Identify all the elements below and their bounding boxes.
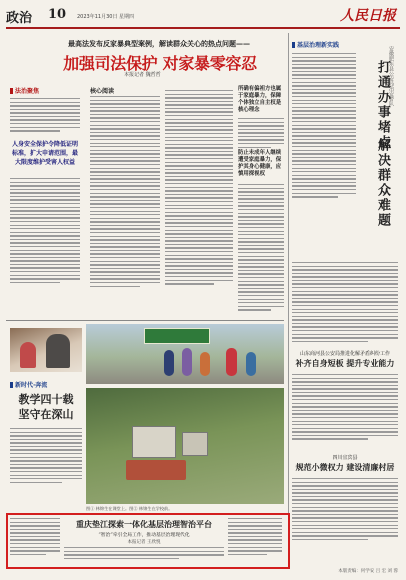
issue-date: 2023年11月30日 星期四 (77, 14, 135, 20)
bottom-text-mid (64, 547, 224, 561)
newspaper-logo: 人民日报 (340, 8, 396, 24)
classroom-photo (10, 328, 82, 372)
tag-marker (10, 382, 13, 388)
bottom-article-title[interactable]: 重庆垫江探索一体化基层治理智治平台 (76, 519, 212, 529)
page-footer: 本版责编：何学安 吕 宏 刘 蓉 (338, 569, 398, 574)
playground (126, 460, 186, 480)
col3-text-block (165, 90, 233, 287)
feature-tag (10, 380, 47, 389)
col4-subhead-2: 防止未成年人继续遭受家庭暴力，保护其身心健康，应慎用探视权 (238, 150, 282, 177)
feature-text (10, 428, 82, 485)
col4-subhead-1: 所确有偏袒方也属于家庭暴力，保障个体独立自主权是核心理念 (238, 86, 282, 113)
legal-focus-tag (10, 86, 39, 95)
bottom-article-byline: 本报记者 王欣悦 (127, 540, 161, 545)
column-divider (288, 33, 289, 543)
panel-mid-title[interactable] (292, 358, 398, 369)
col4-text-block-2 (238, 184, 284, 313)
page-masthead (6, 5, 400, 29)
lead-kicker: 最高法发布反家暴典型案例，解读群众关心的热点问题—— (68, 39, 250, 48)
school-banner (144, 328, 210, 344)
col4-text-block-1 (238, 118, 284, 150)
bottom-text-right (228, 518, 282, 557)
feature-divider (6, 320, 284, 321)
page-number: 10 (48, 7, 67, 22)
panel-bottom-kicker: 四川宜宾县 (332, 455, 358, 461)
section-name: 政治 (6, 11, 33, 26)
panel-mid-text-2 (292, 374, 398, 442)
panel-mid-text (292, 262, 398, 344)
bottom-article-kicker: “智治”牵引全局工作，推动基层治理现代化 (98, 533, 190, 538)
child-figure (226, 348, 237, 376)
left-text-block-2 (10, 178, 80, 285)
panel-mid-title-b: 提升专业能力 (346, 358, 395, 368)
lead-byline: 本报记者 魏哲哲 (124, 72, 161, 78)
tag-marker (10, 88, 13, 94)
child-figure (182, 348, 192, 376)
tag-marker (292, 42, 295, 48)
panel-bottom-title[interactable]: 规范小微权力 建设清廉村居 (295, 462, 395, 472)
panel-side-note: 安徽肥东县公安局治安警队 (388, 46, 394, 106)
feature-title-b: 坚守在深山 (18, 408, 74, 421)
feature-title[interactable] (10, 392, 82, 422)
mid-text-block (90, 96, 160, 289)
panel-mid-title-a: 补齐自身短板 (295, 358, 344, 368)
core-reading-head: 核心阅读 (90, 88, 115, 95)
child-figure (20, 342, 36, 368)
panel-mid-kicker: 山东商河县公安局推进化解矛盾纠纷工作 (299, 351, 390, 357)
child-figure (200, 352, 210, 376)
teacher-figure (46, 334, 70, 368)
governance-tag-label: 基层治理新实践 (297, 42, 340, 49)
child-figure (246, 352, 256, 376)
governance-tag (292, 40, 339, 49)
schoolyard-photo (86, 324, 284, 384)
left-text-block-1 (10, 98, 80, 134)
school-building (132, 426, 176, 458)
panel-title-a[interactable]: 打通办事堵点 (375, 60, 390, 150)
panel-bottom-text (292, 478, 398, 542)
legal-focus-label: 法治聚焦 (15, 88, 40, 95)
child-figure (164, 350, 174, 376)
left-subhead: 人身安全保护令降低证明标准，扩大申请范围，最大限度维护受害人权益 (11, 141, 78, 166)
panel-top-text (292, 53, 356, 200)
feature-title-a: 教学四十载 (18, 393, 74, 406)
feature-tag-label: 新时代·奔流 (15, 382, 48, 389)
panel-title-b[interactable]: 解决群众难题 (375, 138, 390, 228)
bottom-text-left (10, 518, 60, 557)
school-building (182, 432, 208, 456)
mountain-school-photo (86, 388, 284, 504)
feature-photo-caption: 图① 林锦生在课堂上。图② 林锦生在学校前。 (86, 506, 173, 511)
lead-headline[interactable]: 加强司法保护 对家暴零容忍 (63, 54, 257, 73)
